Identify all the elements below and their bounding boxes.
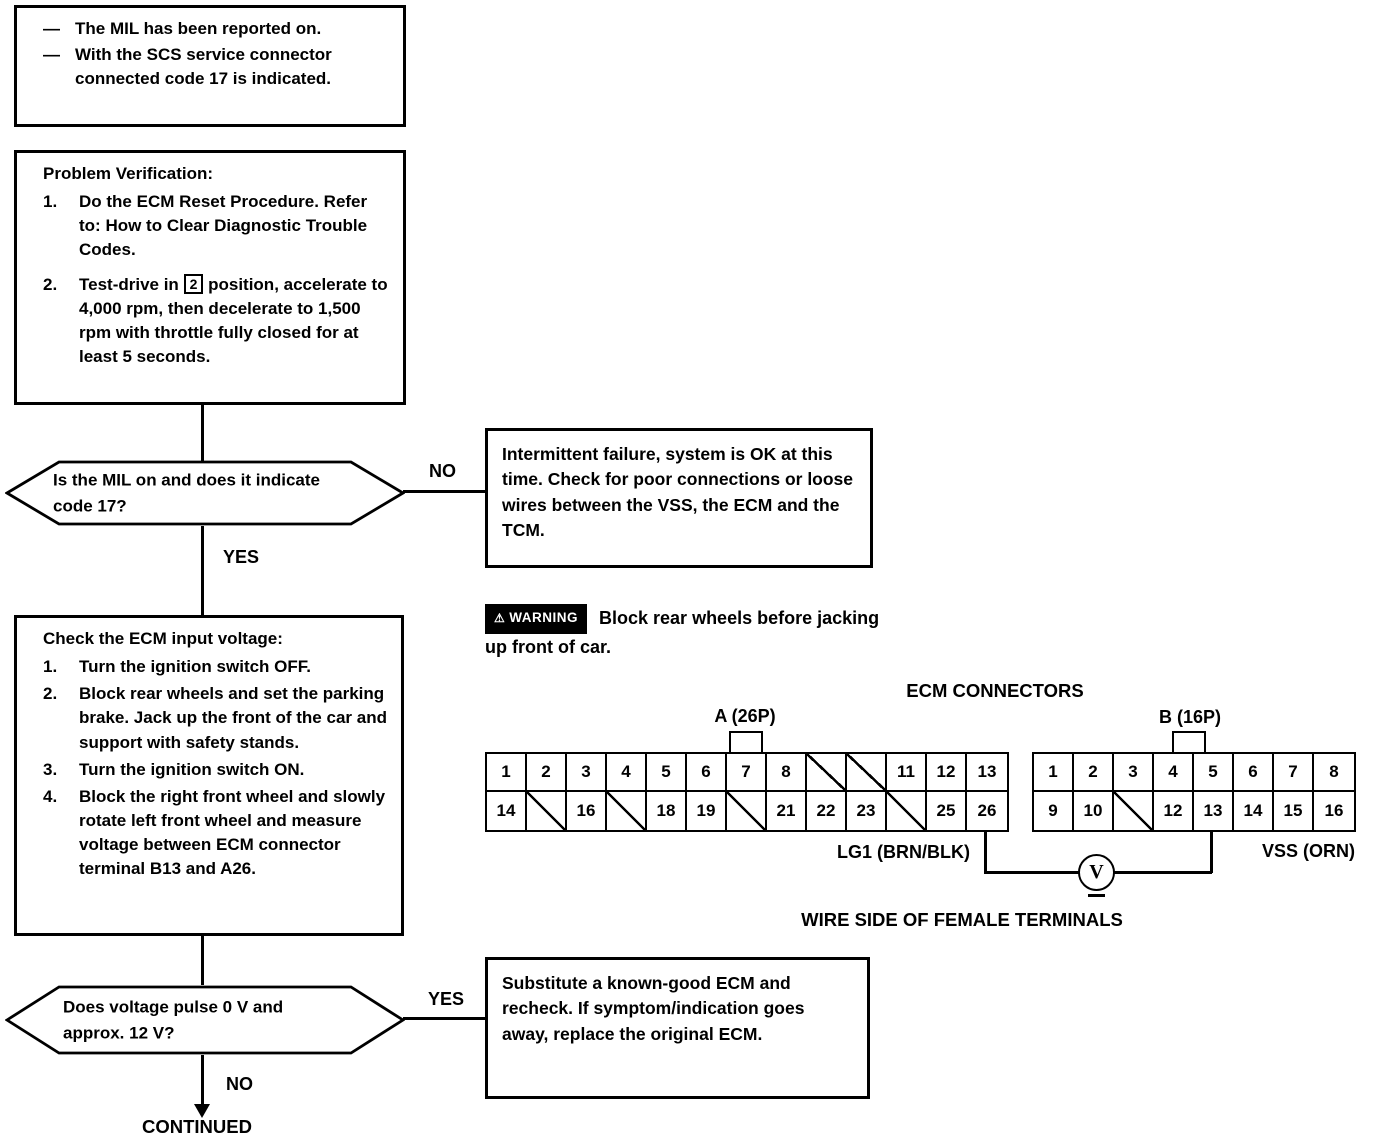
- flow-line: [201, 936, 204, 985]
- flow-line: [201, 526, 204, 615]
- voltmeter-base-tick: [1088, 894, 1105, 897]
- step-text: Block rear wheels and set the parking brake. Jack up the front of the car and support with safety stands.: [79, 684, 387, 752]
- substitute-ecm-text: Substitute a known-good ECM and recheck. If symptom/indication goes away, replace the original ECM.: [502, 973, 805, 1044]
- connector-pin-4: 4: [1154, 754, 1194, 792]
- symptom-item: [17, 17, 403, 41]
- voltmeter-letter: V: [1089, 861, 1104, 883]
- connector-blank-pin: [887, 792, 927, 830]
- wire-side-caption: WIRE SIDE OF FEMALE TERMINALS: [801, 909, 1123, 930]
- voltage-step-1: [17, 655, 401, 679]
- test-wire: [1114, 871, 1212, 874]
- step-number: 4.: [43, 786, 58, 806]
- voltage-step-4: [17, 785, 401, 882]
- connector-pin-25: 25: [927, 792, 967, 830]
- warning-icon: ⚠: [494, 611, 506, 625]
- warning-badge: [485, 604, 587, 634]
- connector-pin-7: 7: [727, 754, 767, 792]
- step-number: 3.: [43, 759, 58, 779]
- connector-pin-2: 2: [1074, 754, 1114, 792]
- connector-pin-13: 13: [967, 754, 1007, 792]
- decision-mil-code17: [5, 460, 405, 526]
- connector-blank-pin: [847, 754, 887, 792]
- intermittent-failure-text: Intermittent failure, system is OK at this time. Check for poor connections or loose wires between the VSS, the ECM and the TCM.: [502, 444, 854, 541]
- connector-pin-6: 6: [1234, 754, 1274, 792]
- step-text: Do the ECM Reset Procedure. Refer to:: [79, 192, 368, 236]
- connector-pin-21: 21: [767, 792, 807, 830]
- test-wire: [1210, 830, 1213, 873]
- connector-pin-12: 12: [1154, 792, 1194, 830]
- connector-blank-pin: [1114, 792, 1154, 830]
- problem-verification-box: [14, 150, 406, 405]
- test-wire: [984, 830, 987, 873]
- connector-pin-16: 16: [567, 792, 607, 830]
- symptom-box: [14, 5, 406, 127]
- connector-pin-1: 1: [487, 754, 527, 792]
- substitute-ecm-box: [485, 957, 870, 1099]
- connector-pin-14: 14: [487, 792, 527, 830]
- check-ecm-voltage-title: Check the ECM input voltage:: [43, 629, 283, 648]
- symptom-item: [17, 43, 403, 91]
- test-wire: [984, 871, 1080, 874]
- warning-note: [485, 604, 905, 662]
- voltmeter-symbol: [1078, 854, 1115, 891]
- connector-a-label: A (26P): [714, 706, 776, 726]
- connector-pin-11: 11: [887, 754, 927, 792]
- no-branch-label: NO: [226, 1074, 253, 1094]
- flow-line: [201, 1055, 204, 1105]
- connector-pin-26: 26: [977, 801, 997, 820]
- connector-pin-18: 18: [647, 792, 687, 830]
- connector-pin-6: 6: [687, 754, 727, 792]
- connector-pin-5: 5: [647, 754, 687, 792]
- connector-pin-2: 2: [527, 754, 567, 792]
- connector-pin-13: 13: [1194, 792, 1234, 830]
- verification-step-1: [17, 190, 403, 262]
- continued-label: CONTINUED: [142, 1116, 252, 1137]
- yes-branch-label: YES: [223, 547, 260, 567]
- dash-bullet: —: [43, 45, 60, 65]
- step-number: 1.: [43, 192, 58, 212]
- connector-b-tab: [1172, 731, 1206, 753]
- check-ecm-voltage-box: [14, 615, 404, 936]
- connector-a-grid: [485, 752, 1009, 832]
- symptom-text-1: The MIL has been reported on.: [75, 19, 322, 38]
- gear-position-key: 2: [184, 274, 204, 294]
- yes-branch-label: YES: [428, 989, 465, 1009]
- step-text: position, accelerate to 4,000 rpm, then decelerate to 1,500 rpm with throttle fully closed for at least 5 seconds.: [79, 274, 388, 366]
- connector-pin-8: 8: [767, 754, 807, 792]
- connector-pin-4: 4: [607, 754, 647, 792]
- step-text: Test-drive in: [79, 274, 179, 294]
- decision-voltage-pulse: [5, 985, 405, 1055]
- problem-verification-title: Problem Verification:: [43, 164, 214, 183]
- verification-step-2: [17, 273, 403, 370]
- connector-pin-15: 15: [1274, 792, 1314, 830]
- connector-pin-23: 23: [847, 792, 887, 830]
- warning-badge-label: WARNING: [509, 610, 579, 625]
- connector-pin-19: 19: [687, 792, 727, 830]
- ecm-connectors-title: ECM CONNECTORS: [906, 680, 1084, 701]
- connector-pin-1: 1: [1034, 754, 1074, 792]
- step-text: Turn the ignition switch OFF.: [79, 657, 311, 677]
- dash-bullet: —: [43, 19, 60, 38]
- connector-pin-14: 14: [1234, 792, 1274, 830]
- connector-blank-pin: [607, 792, 647, 830]
- step-text: Turn the ignition switch ON.: [79, 759, 305, 779]
- step-text-bold: How to Clear Diagnostic Trouble Codes.: [79, 216, 368, 260]
- connector-pin-10: 10: [1074, 792, 1114, 830]
- connector-pin-22: 22: [807, 792, 847, 830]
- connector-blank-pin: [527, 792, 567, 830]
- connector-blank-pin: [807, 754, 847, 792]
- connector-pin-3: 3: [567, 754, 607, 792]
- decision-question: Does voltage pulse 0 V and approx. 12 V?: [63, 997, 284, 1042]
- flow-line: [403, 1017, 485, 1020]
- intermittent-failure-box: [485, 428, 873, 568]
- flow-line: [201, 405, 204, 461]
- connector-pin-5: 5: [1194, 754, 1234, 792]
- connector-a-tab: [729, 731, 763, 753]
- step-number: 2.: [43, 684, 58, 704]
- connector-pin-12: 12: [927, 754, 967, 792]
- wire-label-lg1: LG1 (BRN/BLK): [837, 842, 970, 862]
- step-text: Block the right front wheel and slowly rotate left front wheel and measure voltage between ECM connector terminal B13 and A26.: [79, 786, 386, 879]
- connector-blank-pin: [727, 792, 767, 830]
- voltage-step-2: [17, 682, 401, 754]
- connector-pin-3: 3: [1114, 754, 1154, 792]
- symptom-text-2: With the SCS service connector connected code 17 is indicated.: [75, 45, 332, 89]
- warning-text: Block rear wheels before jacking up front of car.: [485, 608, 880, 657]
- step-number: 2.: [43, 274, 58, 294]
- flow-line: [403, 490, 485, 493]
- connector-b-label: B (16P): [1158, 707, 1221, 727]
- step-number: 1.: [43, 657, 58, 677]
- decision-question: Is the MIL on and does it indicate code 17?: [53, 470, 320, 515]
- connector-b-grid: [1032, 752, 1356, 832]
- connector-pin-7: 7: [1274, 754, 1314, 792]
- connector-pin-9: 9: [1034, 792, 1074, 830]
- voltage-step-3: [17, 758, 401, 782]
- connector-pin-16: 16: [1324, 801, 1344, 820]
- no-branch-label: NO: [429, 461, 456, 481]
- wire-label-vss: VSS (ORN): [1261, 841, 1355, 861]
- connector-pin-8: 8: [1314, 754, 1354, 792]
